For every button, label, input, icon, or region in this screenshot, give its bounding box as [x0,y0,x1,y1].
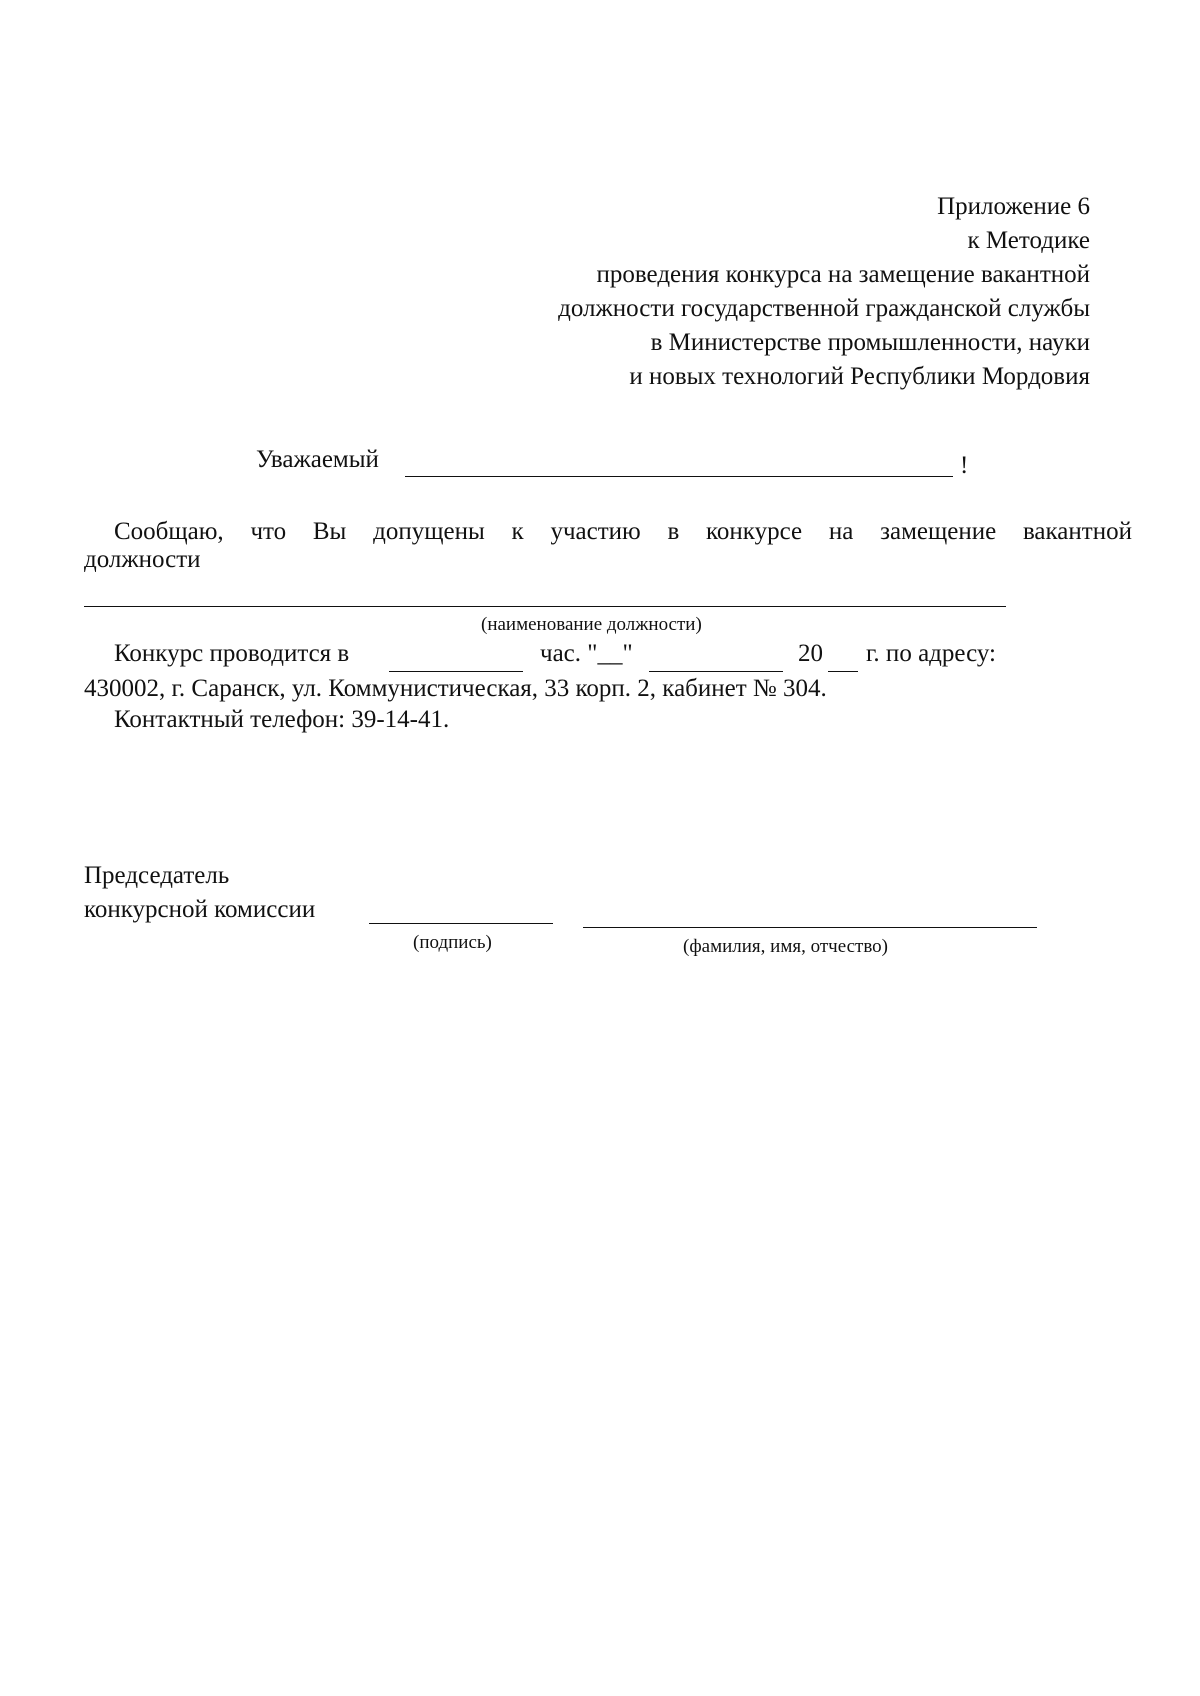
appendix-subtitle-line-1: проведения конкурса на замещение вакантной [596,261,1090,288]
signature-caption: (подпись) [413,932,492,953]
appendix-subtitle-line-4: и новых технологий Республики Мордовия [629,363,1090,390]
appendix-reference: к Методике [967,227,1090,254]
greeting-exclamation: ! [960,452,969,479]
greeting-word: Уважаемый [256,446,379,473]
word: конкурсе [706,518,803,545]
word: допущены [373,518,485,545]
address-lead: г. по адресу: [866,640,996,667]
word: в [667,518,680,545]
full-name-caption: (фамилия, имя, отчество) [683,936,889,957]
month-blank[interactable] [649,671,783,672]
recipient-name-blank[interactable] [405,476,953,477]
address-line: 430002, г. Саранск, ул. Коммунистическая, 33 корп. 2, кабинет № 304. [84,675,827,702]
appendix-subtitle-line-3: в Министерстве промышленности, науки [650,329,1090,356]
signature-blank[interactable] [369,923,553,924]
word: участию [550,518,641,545]
notification-line-2: должности [84,546,201,573]
word: вакантной [1022,518,1132,545]
hour-blank[interactable] [389,671,523,672]
year-prefix: 20 [798,640,823,667]
word: что [250,518,287,545]
chairman-title-line-2: конкурсной комиссии [84,896,316,923]
notification-line-1 [114,518,1132,546]
appendix-number: Приложение 6 [937,193,1090,220]
contact-phone: Контактный телефон: 39-14-41. [114,706,450,733]
word: замещение [880,518,997,545]
contest-conduct-lead: Конкурс проводится в [114,640,350,667]
full-name-blank[interactable] [583,927,1037,928]
chairman-title-line-1: Председатель [84,862,230,889]
word: Сообщаю, [114,518,224,545]
appendix-subtitle-line-2: должности государственной гражданской службы [558,295,1090,322]
position-name-caption: (наименование должности) [481,614,702,635]
word: на [828,518,854,545]
year-blank[interactable] [828,671,858,672]
word: к [511,518,524,545]
position-name-blank[interactable] [84,606,1006,607]
hour-label: час. "__" [540,640,633,667]
word: Вы [312,518,347,545]
